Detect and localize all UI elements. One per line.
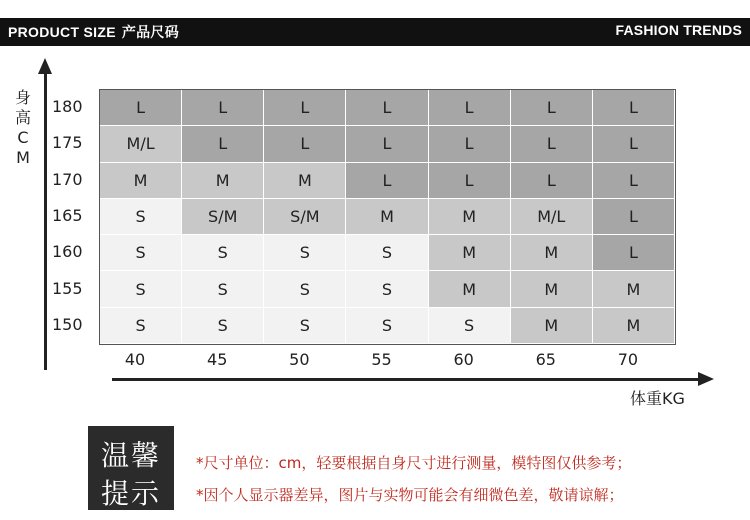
header-title-en: PRODUCT SIZE — [8, 24, 116, 40]
y-axis-label — [14, 88, 32, 168]
size-cell: M — [511, 308, 593, 344]
weight-tick: 65 — [535, 350, 556, 369]
size-cell: L — [264, 126, 346, 162]
notice-line-color: *因个人显示器差异，图片与实物可能会有细微色差，敬请谅解； — [196, 486, 624, 504]
size-cell: L — [100, 90, 182, 126]
y-axis-label-char: M — [16, 148, 30, 167]
size-cell: L — [511, 126, 593, 162]
size-cell: M — [182, 163, 264, 199]
size-cell: S — [100, 271, 182, 307]
weight-tick: 50 — [289, 350, 310, 369]
height-tick: 170 — [52, 169, 83, 189]
size-cell: L — [593, 126, 675, 162]
size-cell: M — [429, 199, 511, 235]
weight-tick: 55 — [371, 350, 392, 369]
header-title — [8, 22, 179, 42]
size-cell: L — [593, 199, 675, 235]
size-cell: S — [429, 308, 511, 344]
height-tick: 150 — [52, 314, 83, 334]
x-axis-label: 体重KG — [630, 389, 685, 408]
weight-tick: 60 — [453, 350, 474, 369]
size-cell: L — [593, 90, 675, 126]
notice-line-unit: *尺寸单位：cm，轻要根据自身尺寸进行测量，模特图仅供参考； — [196, 454, 632, 472]
size-cell: L — [346, 126, 428, 162]
size-cell: S — [100, 235, 182, 271]
size-cell: L — [182, 90, 264, 126]
height-tick: 155 — [52, 278, 83, 298]
size-cell: L — [346, 90, 428, 126]
size-cell: M — [346, 199, 428, 235]
size-cell: L — [429, 126, 511, 162]
size-cell: M — [511, 271, 593, 307]
header-slogan: FASHION TRENDS — [615, 22, 742, 38]
size-cell: L — [511, 90, 593, 126]
size-cell: M/L — [511, 199, 593, 235]
size-cell: L — [593, 163, 675, 199]
notice-title-line1: 温馨 — [100, 439, 161, 472]
size-cell: S — [264, 271, 346, 307]
size-cell: S — [100, 308, 182, 344]
size-cell: S — [182, 235, 264, 271]
size-grid — [99, 89, 676, 345]
size-cell: S — [346, 271, 428, 307]
size-cell: M/L — [100, 126, 182, 162]
size-cell: M — [429, 271, 511, 307]
x-axis-line — [112, 378, 702, 381]
weight-tick: 45 — [207, 350, 228, 369]
weight-tick: 70 — [617, 350, 639, 369]
size-cell: S/M — [264, 199, 346, 235]
size-cell: S — [182, 271, 264, 307]
y-axis-label-char: C — [17, 128, 29, 147]
size-cell: S — [346, 308, 428, 344]
size-cell: L — [593, 235, 675, 271]
size-cell: L — [429, 163, 511, 199]
size-cell: L — [264, 90, 346, 126]
size-cell: L — [346, 163, 428, 199]
header-title-cn: 产品尺码 — [121, 25, 180, 41]
size-cell: L — [511, 163, 593, 199]
size-cell: S — [264, 235, 346, 271]
size-cell: M — [593, 308, 675, 344]
notice-title-line2: 提示 — [100, 477, 161, 510]
size-cell: M — [100, 163, 182, 199]
size-cell: S — [346, 235, 428, 271]
size-cell: S — [264, 308, 346, 344]
size-cell: M — [593, 271, 675, 307]
height-tick: 175 — [52, 133, 83, 153]
size-cell: S — [100, 199, 182, 235]
size-cell: M — [511, 235, 593, 271]
size-cell: L — [182, 126, 264, 162]
size-cell: S — [182, 308, 264, 344]
height-tick: 180 — [52, 97, 83, 117]
weight-tick: 40 — [124, 350, 146, 369]
header-bar — [0, 18, 750, 46]
y-axis-line — [44, 70, 47, 370]
x-axis-arrow-icon — [698, 372, 714, 386]
size-cell: M — [429, 235, 511, 271]
size-cell: M — [264, 163, 346, 199]
size-cell: L — [429, 90, 511, 126]
y-axis-label-char: 身 — [14, 88, 31, 107]
height-tick: 165 — [52, 206, 83, 225]
height-tick: 160 — [52, 242, 83, 262]
size-cell: S/M — [182, 199, 264, 235]
notice-badge — [88, 426, 174, 510]
y-axis-label-char: 高 — [14, 108, 31, 127]
